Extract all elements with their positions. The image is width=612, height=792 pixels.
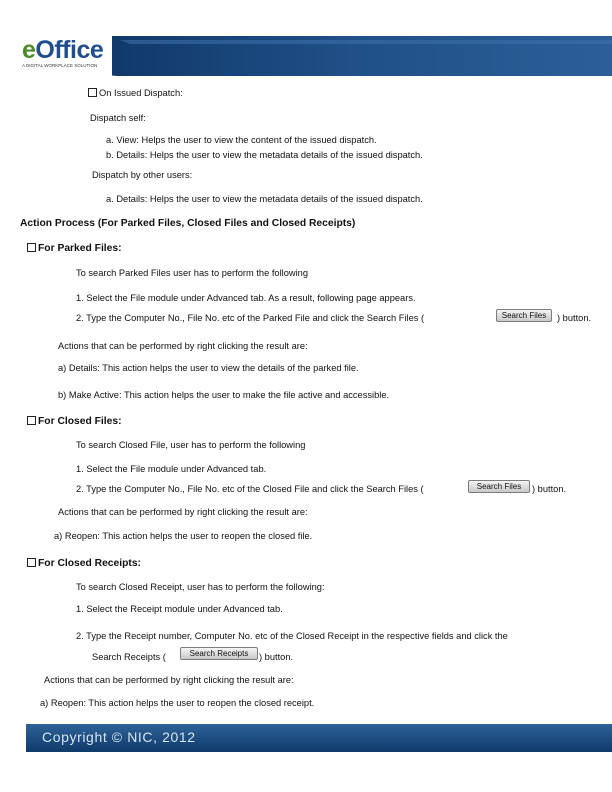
parked-action-details: a) Details: This action helps the user to view the details of the parked file. xyxy=(58,363,359,373)
closed-receipts-step-2: 2. Type the Receipt number, Computer No. etc of the Closed Receipt in the respective fields and click the xyxy=(76,631,508,641)
search-files-button[interactable]: Search Files xyxy=(468,480,530,493)
section-heading: Action Process (For Parked Files, Closed Files and Closed Receipts) xyxy=(20,218,356,229)
parked-step-1: 1. Select the File module under Advanced tab. As a result, following page appears. xyxy=(76,293,416,303)
bullet-box-icon xyxy=(27,416,36,425)
closed-receipts-step-2-cont: Search Receipts ( xyxy=(92,652,166,662)
closed-receipts-actions-intro: Actions that can be performed by right clicking the result are: xyxy=(44,675,294,685)
bullet-box-icon xyxy=(27,243,36,252)
parked-action-make-active: b) Make Active: This action helps the user to make the file active and accessible. xyxy=(58,390,390,400)
closed-receipts-intro: To search Closed Receipt, user has to perform the following: xyxy=(76,582,325,592)
closed-receipts-heading: For Closed Receipts: xyxy=(27,558,141,569)
dispatch-others-item-a: a. Details: Helps the user to view the metadata details of the issued dispatch. xyxy=(106,194,423,204)
search-receipts-button[interactable]: Search Receipts xyxy=(180,647,258,660)
parked-step-2-end: ) button. xyxy=(557,313,592,323)
closed-files-actions-intro: Actions that can be performed by right clicking the result are: xyxy=(58,507,308,517)
closed-files-action-reopen: a) Reopen: This action helps the user to reopen the closed file. xyxy=(54,531,313,541)
parked-files-heading: For Parked Files: xyxy=(27,243,122,254)
footer-copyright: Copyright © NIC, 2012 xyxy=(42,729,196,745)
issued-dispatch-heading: On Issued Dispatch: xyxy=(88,88,183,98)
closed-files-intro: To search Closed File, user has to perform the following xyxy=(76,440,306,450)
parked-intro: To search Parked Files user has to perform the following xyxy=(76,268,309,278)
bullet-box-icon xyxy=(88,88,97,97)
logo-wordmark: eOffice xyxy=(22,36,104,64)
closed-files-step-2: 2. Type the Computer No., File No. etc of the Closed File and click the Search Files ( xyxy=(76,484,424,494)
logo-tagline: A DIGITAL WORKPLACE SOLUTION xyxy=(22,63,98,68)
parked-actions-intro: Actions that can be performed by right clicking the result are: xyxy=(58,341,308,351)
dispatch-others-label: Dispatch by other users: xyxy=(92,170,193,180)
dispatch-self-item-a: a. View: Helps the user to view the content of the issued dispatch. xyxy=(106,135,377,145)
closed-files-step-1: 1. Select the File module under Advanced tab. xyxy=(76,464,267,474)
eoffice-logo xyxy=(22,36,112,76)
closed-files-step-2-end: ) button. xyxy=(532,484,567,494)
dispatch-self-item-b: b. Details: Helps the user to view the metadata details of the issued dispatch. xyxy=(106,150,423,160)
search-files-button[interactable]: Search Files xyxy=(496,309,552,322)
bullet-box-icon xyxy=(27,558,36,567)
closed-receipts-step-1: 1. Select the Receipt module under Advanced tab. xyxy=(76,604,283,614)
closed-receipts-step-2-end: ) button. xyxy=(259,652,294,662)
closed-receipts-action-reopen: a) Reopen: This action helps the user to reopen the closed receipt. xyxy=(40,698,315,708)
parked-step-2: 2. Type the Computer No., File No. etc of the Parked File and click the Search Files ( xyxy=(76,313,425,323)
dispatch-self-label: Dispatch self: xyxy=(90,113,146,123)
closed-files-heading: For Closed Files: xyxy=(27,416,122,427)
